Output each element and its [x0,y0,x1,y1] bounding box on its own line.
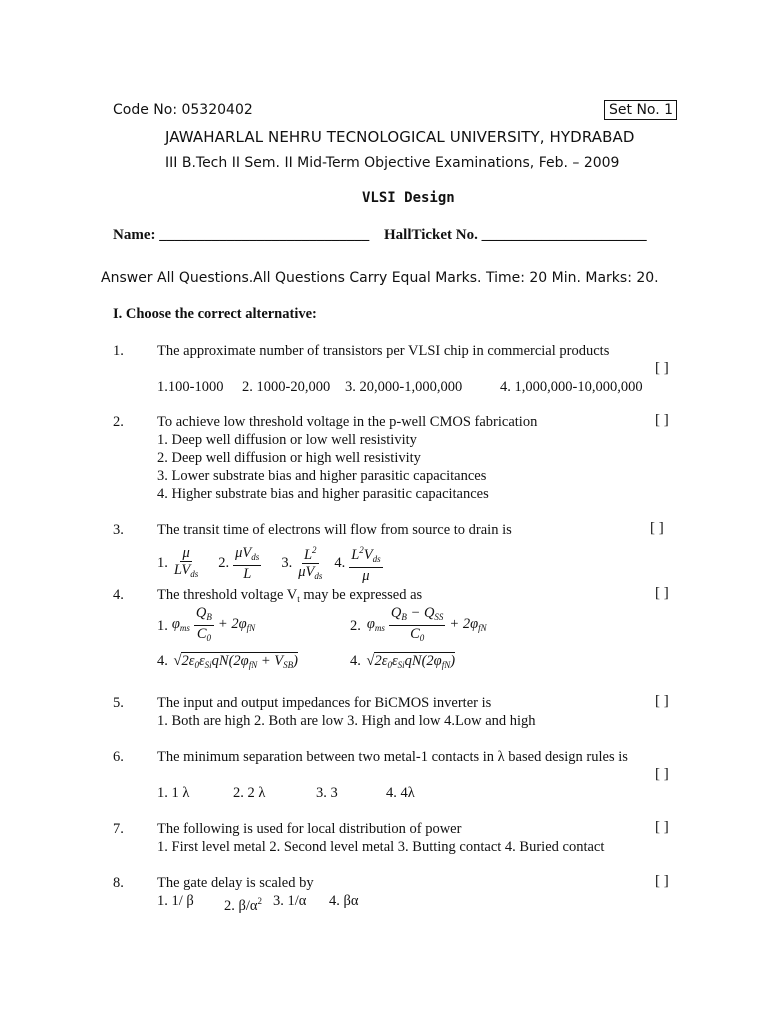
q4-option-3-row: 4. $√2\varepsilon_0\varepsilon_{Si}qN(2\varphi_{fN} + V_{SB})$ [157,653,298,670]
q1-option-1: 1.100-1000 [157,379,224,395]
set-number-box: Set No. 1 [604,100,677,120]
question-4-text: The threshold voltage $V_t$ may be expressed as [157,587,423,604]
q6-option-4: 4. 4λ [386,785,415,801]
university-name: JAWAHARLAL NEHRU TECNOLOGICAL UNIVERSITY, HYDRABAD [165,128,635,146]
question-8-number: 8. [113,875,124,891]
q3-formula-4: $\frac{L^2V_{ds}}{\mu}$ [349,542,382,584]
code-number: Code No: 05320402 [113,102,253,118]
q4-formula-2: $\frac{Q_B - Q_{SS}}{C_0}$ [390,605,444,643]
question-3-number: 3. [113,522,124,538]
q2-option-4: 4. Higher substrate bias and higher parasitic capacitances [157,486,489,502]
q4-formula-1: $\frac{Q_B}{C_0}$ [195,605,212,643]
q1-option-4: 4. 1,000,000-10,000,000 [500,379,643,395]
q6-option-2: 2. 2 λ [233,785,266,801]
question-1-number: 1. [113,343,124,359]
answer-bracket-1[interactable]: [ ] [655,360,669,376]
q2-option-1: 1. Deep well diffusion or low well resistivity [157,432,417,448]
answer-bracket-4[interactable]: [ ] [655,585,669,601]
question-2-number: 2. [113,414,124,430]
q7-options: 1. First level metal 2. Second level metal 3. Butting contact 4. Buried contact [157,839,605,855]
question-2-text: To achieve low threshold voltage in the p-well CMOS fabrication [157,414,538,430]
q6-option-1: 1. 1 λ [157,785,190,801]
q4-option-4-row: 4. $√2\varepsilon_0\varepsilon_{Si}qN(2\varphi_{fN})$ [350,653,456,670]
q3-option-3: 3. [281,555,293,571]
q8-option-4: 4. βα [329,893,359,909]
answer-bracket-7[interactable]: [ ] [655,819,669,835]
q3-option-2: 2. [218,555,230,571]
q5-options: 1. Both are high 2. Both are low 3. High and low 4.Low and high [157,713,536,729]
question-7-number: 7. [113,821,124,837]
q1-option-2: 2. 1000-20,000 [242,379,331,395]
q2-option-2: 2. Deep well diffusion or high well resistivity [157,450,421,466]
hallticket-field: HallTicket No. ______________________ [384,227,647,243]
name-field: Name: ____________________________ [113,227,370,243]
answer-bracket-8[interactable]: [ ] [655,873,669,889]
answer-bracket-3[interactable]: [ ] [650,520,664,536]
q4-option-4: 4. [350,653,361,669]
q6-option-3: 3. 3 [316,785,338,801]
q3-options [157,542,387,584]
instructions: Answer All Questions.All Questions Carry Equal Marks. Time: 20 Min. Marks: 20. [101,270,659,286]
question-3-text: The transit time of electrons will flow from source to drain is [157,522,512,538]
q3-formula-3: $\frac{L^2}{\mu V_{ds}}$ [296,542,324,584]
q3-option-1: 1. [157,555,168,571]
question-5-text: The input and output impedances for BiCMOS inverter is [157,695,492,711]
q3-formula-1: $\frac{\mu}{LV_{ds}}$ [173,544,199,579]
q4-option-2: 2. [350,617,361,634]
question-4-number: 4. [113,587,124,603]
q2-option-3: 3. Lower substrate bias and higher parasitic capacitances [157,468,487,484]
question-5-number: 5. [113,695,124,711]
answer-bracket-6[interactable]: [ ] [655,766,669,782]
question-7-text: The following is used for local distribution of power [157,821,462,837]
q8-option-2: 2. β/α [224,898,258,914]
question-8-text: The gate delay is scaled by [157,875,314,891]
q3-formula-2: $\frac{\mu V_{ds}}{L}$ [235,544,260,582]
q8-option-1: 1. 1/ β [157,893,194,909]
answer-bracket-5[interactable]: [ ] [655,693,669,709]
question-6-number: 6. [113,749,124,765]
q4-option-1-row: 1. $\varphi_{ms}$ $\frac{Q_B}{C_0}$ + $2\varphi_{fN}$ [157,605,255,646]
question-1-text: The approximate number of transistors per VLSI chip in commercial products [157,343,610,359]
subject-title: VLSI Design [362,190,455,206]
q4-option-1: 1. [157,617,168,634]
q4-option-2-row: 2. $\varphi_{ms}$ $\frac{Q_B - Q_{SS}}{C_0}$ + $2\varphi_{fN}$ [350,605,487,646]
q1-option-3: 3. 20,000-1,000,000 [345,379,463,395]
q8-option-3: 3. 1/α [273,893,307,909]
q3-option-4: 4. [334,555,346,571]
q4-option-3: 4. [157,653,168,669]
q8-option-2-row: 2. $\beta/\alpha^2$ [224,896,263,914]
section-heading: I. Choose the correct alternative: [113,306,317,322]
exam-title: III B.Tech II Sem. II Mid-Term Objective Examinations, Feb. – 2009 [165,155,620,171]
question-6-text: The minimum separation between two metal-1 contacts in λ based design rules is [157,749,628,765]
answer-bracket-2[interactable]: [ ] [655,412,669,428]
